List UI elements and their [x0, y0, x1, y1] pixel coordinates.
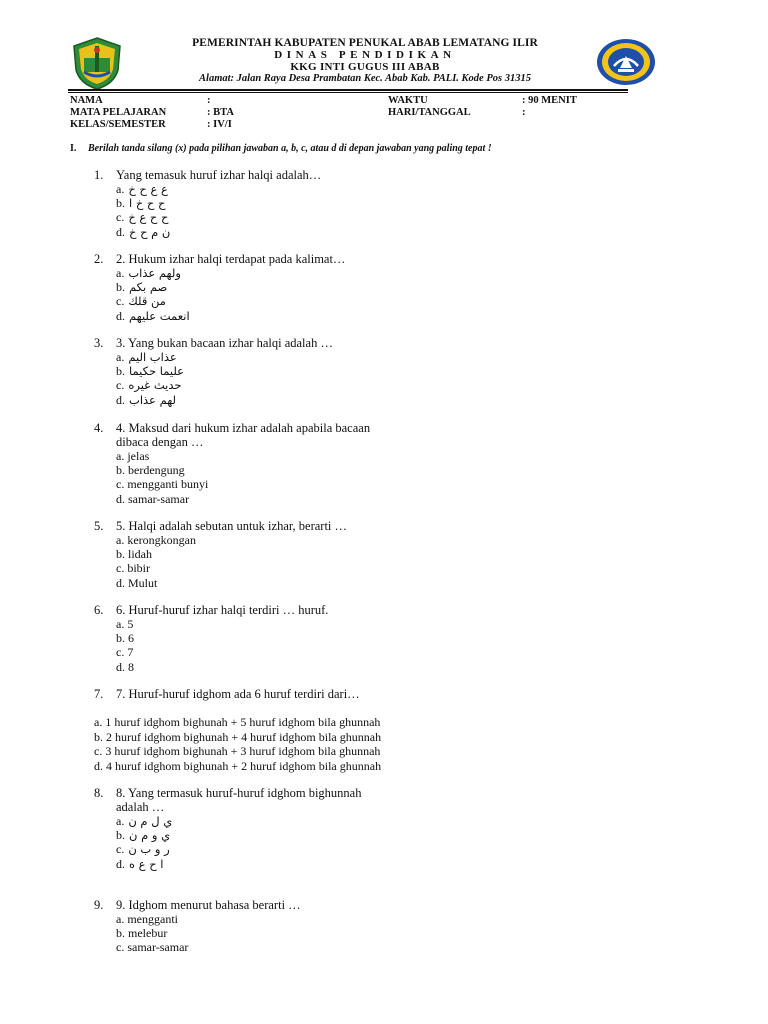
question-8-options	[116, 814, 172, 871]
option-b[interactable]: b. 2 huruf idghom bighunah + 4 huruf idghom bila ghunnah	[94, 729, 382, 744]
question-5-options	[116, 533, 196, 590]
question-2-options	[116, 266, 190, 323]
nama-value: :	[207, 95, 211, 106]
option-d[interactable]: d. samar-samar	[116, 491, 190, 506]
option-c[interactable]: c. mengganti bunyi	[116, 477, 209, 492]
question-number: 9.	[94, 898, 104, 912]
option-c[interactable]: c. ح ح ع خ	[116, 210, 169, 225]
option-d[interactable]: d. 8	[116, 659, 134, 674]
option-a[interactable]: a. عذاب اليم	[116, 350, 177, 364]
option-b[interactable]: b. lidah	[116, 547, 152, 562]
hari-tanggal-label: HARI/TANGGAL	[388, 107, 471, 118]
waktu-value: : 90 MENIT	[522, 95, 577, 106]
question-4-options	[116, 449, 208, 506]
mapel-value: : BTA	[207, 107, 234, 118]
question-text: 8. Yang termasuk huruf-huruf idghom bighunnah	[116, 786, 362, 800]
question-9-options	[116, 912, 188, 955]
letterhead-government-line: PEMERINTAH KABUPATEN PENUKAL ABAB LEMATANG ILIR	[192, 37, 538, 49]
question-7-options	[94, 715, 381, 773]
instruction-text: Berilah tanda silang (x) pada pilihan jawaban a, b, c, atau d di depan jawaban yang paling tepat !	[88, 143, 492, 154]
letterhead-address-line: Alamat: Jalan Raya Desa Prambatan Kec. Abab Kab. PALI. Kode Pos 31315	[199, 73, 531, 84]
question-text-continued: dibaca dengan …	[116, 435, 204, 449]
option-d[interactable]: d. لهم عذاب	[116, 392, 177, 407]
option-b[interactable]: b. عليما حكيما	[116, 364, 185, 379]
option-c[interactable]: c. bibir	[116, 561, 150, 576]
regency-emblem-icon	[70, 36, 124, 90]
question-number: 2.	[94, 252, 104, 266]
question-text: 4. Maksud dari hukum izhar adalah apabila bacaan	[116, 421, 371, 435]
section-number: I.	[70, 143, 77, 154]
question-4-continuation	[116, 435, 203, 449]
option-d[interactable]: d. انعمت عليهم	[116, 308, 190, 323]
kelas-label: KELAS/SEMESTER	[70, 119, 166, 130]
question-number: 4.	[94, 421, 104, 435]
question-number: 8.	[94, 786, 104, 800]
section-instruction	[70, 143, 492, 154]
option-b[interactable]: b. ح ح خ ا	[116, 196, 166, 211]
question-number: 1.	[94, 168, 104, 182]
option-a[interactable]: a. 1 huruf idghom bighunah + 5 huruf idghom bila ghunnah	[94, 715, 381, 729]
option-b[interactable]: b. 6	[116, 631, 134, 646]
letterhead	[0, 0, 768, 92]
option-c[interactable]: c. ر و ب ن	[116, 842, 170, 857]
question-3-options	[116, 350, 184, 407]
option-d[interactable]: d. 4 huruf idghom bighunah + 2 huruf idghom bila ghunnah	[94, 758, 382, 773]
student-info-block	[70, 95, 630, 131]
question-6-options	[116, 617, 134, 674]
option-a[interactable]: a. ولهم عذاب	[116, 266, 181, 280]
option-d[interactable]: d. Mulut	[116, 575, 158, 590]
question-number: 3.	[94, 336, 104, 350]
option-a[interactable]: a. 5	[116, 617, 134, 631]
letterhead-divider-thin	[68, 92, 628, 93]
mapel-label: MATA PELAJARAN	[70, 107, 167, 118]
letterhead-department-line: DINAS PENDIDIKAN	[274, 49, 456, 61]
question-1-options	[116, 182, 170, 239]
tut-wuri-handayani-emblem-icon	[596, 38, 656, 86]
kelas-value: : IV/I	[207, 119, 232, 130]
question-text: Yang temasuk huruf izhar halqi adalah…	[116, 168, 322, 182]
question-text-continued: adalah …	[116, 800, 165, 814]
question-text: 7. Huruf-huruf idghom ada 6 huruf terdiri dari…	[116, 687, 360, 701]
option-a[interactable]: a. jelas	[116, 449, 150, 463]
option-a[interactable]: a. ي ل م ن	[116, 814, 173, 828]
nama-label: NAMA	[70, 95, 103, 106]
option-d[interactable]: d. ا ح ع ه	[116, 856, 164, 871]
question-8-continuation	[116, 800, 164, 814]
option-c[interactable]: c. 7	[116, 645, 134, 660]
option-b[interactable]: b. melebur	[116, 926, 168, 941]
option-a[interactable]: a. kerongkongan	[116, 533, 196, 547]
letterhead-divider-thick	[68, 89, 628, 91]
question-number: 5.	[94, 519, 104, 533]
hari-tanggal-value: :	[522, 107, 526, 118]
option-b[interactable]: b. ي و م ن	[116, 828, 171, 843]
question-text: 6. Huruf-huruf izhar halqi terdiri … huruf.	[116, 603, 329, 617]
question-number: 7.	[94, 687, 104, 701]
question-text: 5. Halqi adalah sebutan untuk izhar, berarti …	[116, 519, 348, 533]
option-b[interactable]: b. berdengung	[116, 463, 185, 478]
option-c[interactable]: c. 3 huruf idghom bighunah + 3 huruf idghom bila ghunnah	[94, 744, 381, 758]
letterhead-group-line: KKG INTI GUGUS III ABAB	[290, 61, 440, 73]
option-d[interactable]: d. ن م ح خ	[116, 224, 171, 239]
option-c[interactable]: c. حديث غيره	[116, 378, 182, 393]
option-a[interactable]: a. ع ع ح خ	[116, 182, 168, 196]
waktu-label: WAKTU	[388, 95, 428, 106]
option-c[interactable]: c. من قلك	[116, 294, 166, 309]
option-a[interactable]: a. mengganti	[116, 912, 178, 926]
question-number: 6.	[94, 603, 104, 617]
question-text: 9. Idghom menurut bahasa berarti …	[116, 898, 301, 912]
question-text: 2. Hukum izhar halqi terdapat pada kalimat…	[116, 252, 346, 266]
option-b[interactable]: b. صم بكم	[116, 280, 168, 295]
question-text: 3. Yang bukan bacaan izhar halqi adalah …	[116, 336, 333, 350]
option-c[interactable]: c. samar-samar	[116, 940, 189, 955]
